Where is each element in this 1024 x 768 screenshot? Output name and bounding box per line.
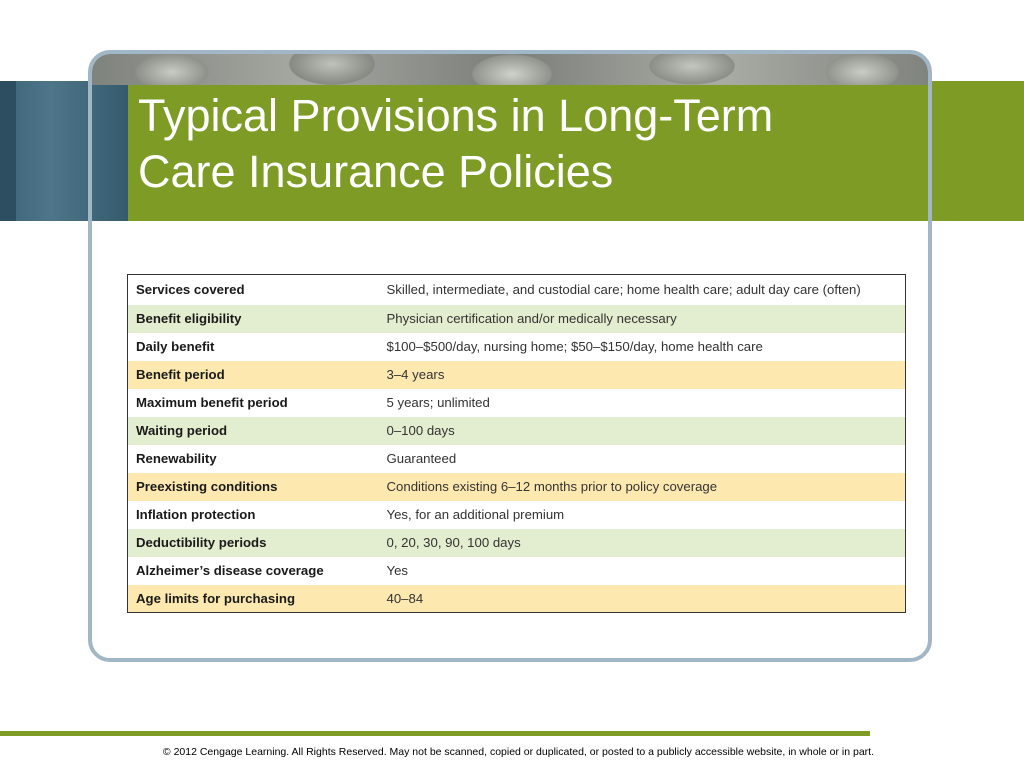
provision-value: 3–4 years xyxy=(386,367,445,382)
table-row xyxy=(128,501,906,529)
table-row xyxy=(128,417,906,445)
provision-label: Benefit eligibility xyxy=(136,311,242,326)
slide-title-line-2: Care Insurance Policies xyxy=(138,146,614,197)
provision-label: Deductibility periods xyxy=(136,535,267,550)
provision-label: Daily benefit xyxy=(136,339,215,354)
provision-value: 5 years; unlimited xyxy=(386,395,490,410)
coins-photo-strip xyxy=(92,54,928,85)
provision-label: Maximum benefit period xyxy=(136,395,288,410)
provision-value: Guaranteed xyxy=(386,451,457,466)
table-row xyxy=(128,529,906,557)
provision-value: 0, 20, 30, 90, 100 days xyxy=(386,535,521,550)
provision-value: Physician certification and/or medically necessary xyxy=(386,311,677,326)
table-row xyxy=(128,473,906,501)
table-row xyxy=(128,361,906,389)
provision-value: Skilled, intermediate, and custodial care; home health care; adult day care (often) xyxy=(386,282,861,298)
table-row xyxy=(128,445,906,473)
provision-value: Yes xyxy=(386,563,409,578)
provision-value: Conditions existing 6–12 months prior to policy coverage xyxy=(386,479,718,494)
provisions-table xyxy=(127,274,906,613)
table-row xyxy=(128,585,906,613)
provision-label: Waiting period xyxy=(136,423,228,438)
table-row xyxy=(128,305,906,333)
copyright-notice: © 2012 Cengage Learning. All Rights Reserved. May not be scanned, copied or duplicated, or posted to a publicly accessible website, in whole or in part. xyxy=(162,746,874,758)
left-accent-stripe xyxy=(0,81,16,221)
table-row xyxy=(128,557,906,585)
slide-title-line-1: Typical Provisions in Long-Term xyxy=(138,90,774,141)
slide-title xyxy=(138,88,898,200)
footer-divider xyxy=(0,731,870,736)
table-row xyxy=(128,333,906,361)
provision-value: 40–84 xyxy=(386,590,424,606)
provision-value: 0–100 days xyxy=(386,423,455,438)
table-row xyxy=(128,389,906,417)
provision-value: $100–$500/day, nursing home; $50–$150/day, home health care xyxy=(386,339,763,354)
provision-label: Renewability xyxy=(136,451,217,466)
table-row xyxy=(128,275,906,305)
provision-label: Services covered xyxy=(136,282,245,298)
provision-label: Alzheimer’s disease coverage xyxy=(136,563,324,578)
provision-label: Inflation protection xyxy=(136,507,256,522)
provision-label: Benefit period xyxy=(136,367,225,382)
provision-label: Age limits for purchasing xyxy=(136,590,296,606)
provision-value: Yes, for an additional premium xyxy=(386,507,565,522)
provision-label: Preexisting conditions xyxy=(136,479,278,494)
